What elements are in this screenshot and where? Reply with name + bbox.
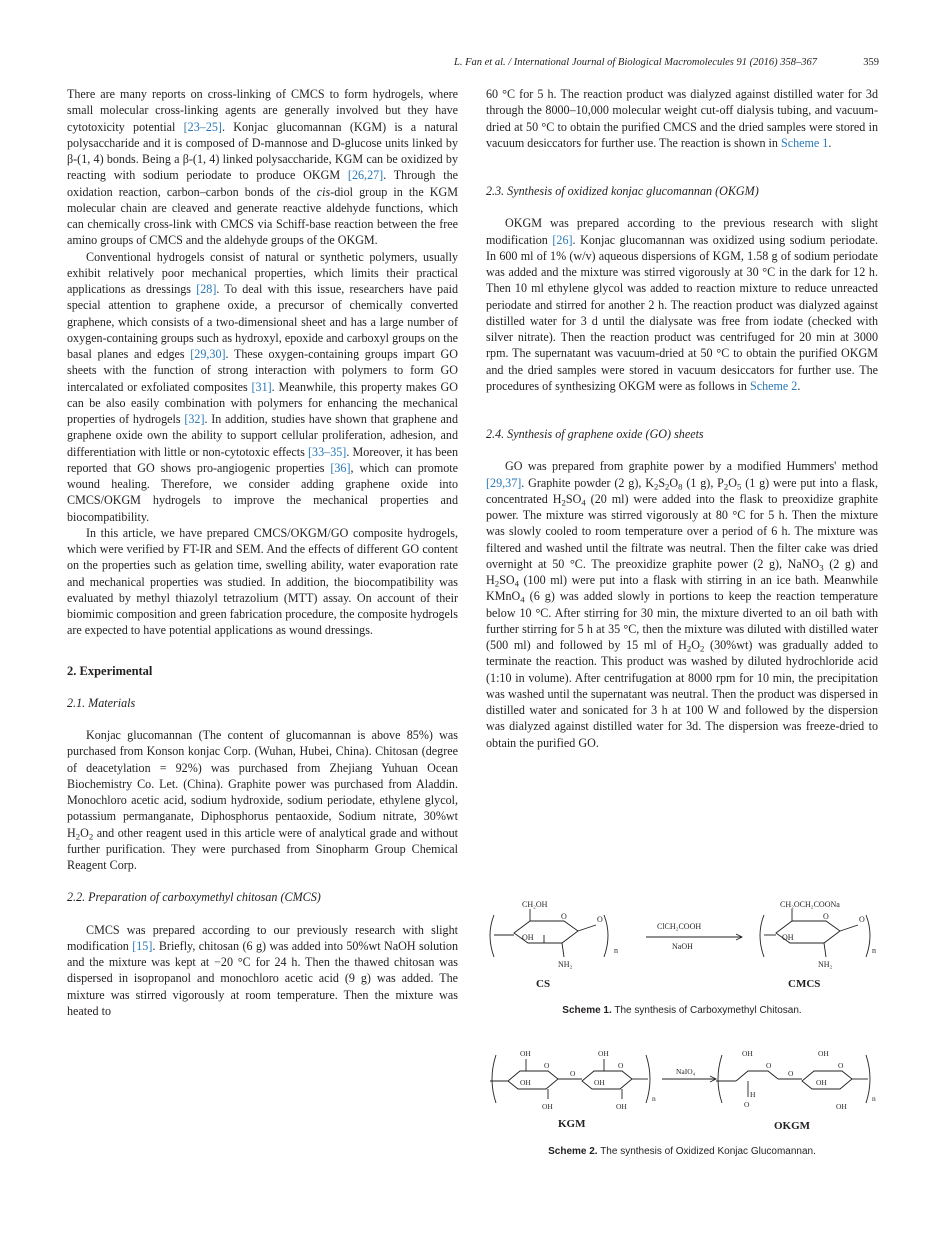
okgm-o-1: O xyxy=(766,1061,772,1070)
okgm-oh-1: OH xyxy=(742,1049,753,1058)
paragraph: In this article, we have prepared CMCS/OKGM/GO composite hydrogels, which were verified by FT-IR and SEM. And the effects of different GO content on the properties such as gelation time, swelling ability, water evaporation rate and mechanical properties was studied. In addition, the biocompatibility was evaluated by methyl thiazolyl tetrazolium (MTT) assay. On account of their biomimic composition and green fabrication procedure, the composite hydrogels are expected to have potential applications as wound dressings. xyxy=(67,525,458,638)
citation-link[interactable]: [26] xyxy=(552,232,573,247)
citation-link[interactable]: [15] xyxy=(132,938,153,953)
kgm-o-1: O xyxy=(544,1061,550,1070)
reagent-naio4: NaIO₄ xyxy=(676,1067,696,1076)
scheme-1-caption: Scheme 1. The synthesis of Carboxymethyl Chitosan. xyxy=(562,1005,802,1016)
cmcs-nh2-label: NH₂ xyxy=(818,960,833,969)
kgm-o-2: O xyxy=(570,1069,576,1078)
paragraph: 60 °C for 5 h. The reaction product was dialyzed against distilled water for 3d through the 8000–10,000 molecular weight cut-off dialysis tubing, and vacuum-dried at 50 °C to obtain the purified CMCS and the dried samples were stored in vacuum desiccators for further use. The reaction is shown in Scheme 1. xyxy=(486,87,878,150)
okgm-oh-2: OH xyxy=(818,1049,829,1058)
scheme-2-caption: Scheme 2. The synthesis of Oxidized Konjac Glucomannan. xyxy=(548,1146,816,1157)
page-header xyxy=(67,57,879,73)
citation-link[interactable]: [26,27] xyxy=(347,168,384,183)
citation-link[interactable]: [23–25] xyxy=(183,119,222,134)
subsection-heading: 2.1. Materials xyxy=(67,695,136,710)
citation-link[interactable]: [28] xyxy=(196,282,217,296)
cs-nh2-label: NH₂ xyxy=(558,960,573,969)
subsection-heading: 2.3. Synthesis of oxidized konjac glucomannan (OKGM) xyxy=(486,184,759,198)
cmcs-ring-o: O xyxy=(823,912,829,921)
cs-ch2oh-label: CH₂OH xyxy=(522,900,548,909)
paragraph: GO was prepared from graphite power by a modified Hummers' method [29,37]. Graphite powder (2 g), $K_2S_2O_8$ (1 g), $P_2O_5$ (1 g) were put into a flask, concentrated $H_2SO_4$ (20 ml) were added into the flask to preoxidize graphite power. The mixture was stirred vigorously at 80 °C for 5 h. Then the mixture was slowly cooled to room temperature over a period of 6 h. The mixture was filtered and washed until the filtrate was neutral. Then the filter cake was dried overnight at 50 °C. The preoxidize graphite power (2 g), NaNO$_3$ (2 g) and $H_2SO_4$ (100 ml) were put into a flask with stirring in an ice bath. Meanwhile KMnO$_4$ (6 g) was added slowly in portions to keep the reaction temperature below 10 °C. After stirring for 30 min, the mixture diverted to an oil bath with further stirring for 5 h at 35 °C, then the mixture was diluted with distilled water (500 ml) and followed by 15 ml of $H_2O_2$ (30%wt) was gradually added to terminate the reaction. This product was washed by diluted hydrochloride acid (1:10 in volume). After centrifugation at 8000 rpm for 10 min, the precipitation was washed until the supernatant was neutral. Then the product was dispersed in distilled water and sonicated for 3 h at 100 W and followed by the dispersion was dialyzed against distilled water for 3d. The dispersion was freeze-dried to obtain the purified GO. xyxy=(486,459,879,750)
left-column xyxy=(67,86,458,1019)
journal-citation: L. Fan et al. / International Journal of Biological Macromolecules 91 (2016) 358–367 xyxy=(454,57,817,68)
cmcs-n-label: n xyxy=(872,946,876,955)
okgm-label: OKGM xyxy=(774,1120,811,1132)
okgm-oh-3: OH xyxy=(816,1078,827,1087)
kgm-oh-3: OH xyxy=(520,1078,531,1087)
okgm-h: H xyxy=(750,1090,756,1099)
cs-label: CS xyxy=(536,978,551,990)
kgm-oh-6: OH xyxy=(616,1102,627,1111)
paragraph: Konjac glucomannan (The content of glucomannan is above 85%) was purchased from Konson konjac Corp. (Wuhan, Hubei, China). Chitosan (degree of deacetylation = 92%) was purchased from Zhejiang Yuhuan Ocean Biochemistry Co. Let. (China). Graphite power was purchased from Aladdin. Monochloro acetic acid, sodium hydroxide, sodium periodate, ethylene glycol, potassium permanganate, Diphosphorus pentaoxide, Sodium nitrate, 30%wt $H_2O_2$ and other reagent used in this article were of analytical grade and without further purification. They were purchased from Sinopharm Group Chemical Reagent Corp. xyxy=(67,728,458,872)
kgm-label: KGM xyxy=(558,1118,586,1130)
kgm-oh-1: OH xyxy=(520,1049,531,1058)
okgm-o-2: O xyxy=(788,1069,794,1078)
paragraph: CMCS was prepared according to our previously research with slight modification [15]. Briefly, chitosan (6 g) was added into 50%wt NaOH solution and the mixture was kept at −20 °C for 24 h. Then the thawed chitosan was dispersed in isopropanol and monochloro acetic acid (9 g) was added. The mixture was stirred vigorously at room temperature. Then the mixture was heated to xyxy=(67,922,458,1018)
paragraph: OKGM was prepared according to the previous research with slight modification [26]. Konjac glucomannan was oxidized using sodium periodate. In 600 ml of 1% (w/v) aqueous dispersions of KGM, 1.58 g of sodium periodate was added and the mixture was stirred vigorously at 30 °C in the dark for 12 h. Then 10 ml ethylene glycol was added to reaction mixture to reduce unreacted periodate and stirred for another 2 h. The reaction product was dialyzed against distilled water for 3 d until the dialysate was free from iodate (checked with silver nitrate). Then the reaction product was centrifuged for 20 min at 3000 rpm. The supernatant was vacuum-dried at 50 °C to obtain the purified OKGM and the dried samples were stored in vacuum desiccators for further use. The procedures of synthesizing OKGM were as follows in Scheme 2. xyxy=(486,216,878,393)
okgm-o-4: O xyxy=(744,1100,750,1109)
reagent-bottom: NaOH xyxy=(672,942,693,951)
subsection-heading: 2.2. Preparation of carboxymethyl chitosan (CMCS) xyxy=(67,890,321,905)
paragraph: Conventional hydrogels consist of natural or synthetic polymers, usually exhibit relatively poor mechanical properties, which limits their practical applications as dressings [28]. To deal with this issue, researchers have paid special attention to graphene oxide, a precursor of chemically converted graphene, which consists of a two-dimensional sheet and has a large number of oxygen-containing groups such as hydroxyl, epoxide and carboxyl groups on the basal planes and edges [29,30]. These oxygen-containing groups impart GO sheets with the function of strong interaction with polymers to form GO intercalated or exfoliated composites [31]. Meanwhile, this property makes GO can be also easily combination with polymers for enhancing the mechanical properties of hydrogels [32]. In addition, studies have shown that graphene and graphene oxide own the ability to support cellular proliferation, adhesion, and differentiation with little or non-cytotoxic effects [33–35]. Moreover, it has been reported that GO shows pro-angiogenic properties [36], which can promote wound healing. Therefore, we consider adding graphene oxide into CMCS/OKGM hydrogels to improve the mechanical properties and biocompatibility. xyxy=(67,249,459,524)
subsection-heading: 2.4. Synthesis of graphene oxide (GO) sheets xyxy=(486,427,704,441)
citation-link[interactable]: [29,37] xyxy=(486,475,522,490)
cmcs-oh-label: OH xyxy=(782,933,794,942)
kgm-oh-4: OH xyxy=(594,1078,605,1087)
citation-link[interactable]: [36] xyxy=(330,460,351,475)
citation-link[interactable]: [33–35] xyxy=(308,444,347,459)
scheme-link[interactable]: Scheme 1 xyxy=(780,135,829,150)
cs-ring-o: O xyxy=(561,912,567,921)
page-number: 359 xyxy=(863,57,879,68)
section-heading: 2. Experimental xyxy=(67,663,153,678)
citation-link[interactable]: [32] xyxy=(184,412,205,426)
kgm-n: n xyxy=(652,1094,656,1103)
right-column xyxy=(486,86,878,751)
cmcs-label: CMCS xyxy=(788,978,821,990)
cs-n-label: n xyxy=(614,946,618,955)
cmcs-sub-label: CH₂OCH₂COONa xyxy=(780,900,840,909)
cs-oh-label: OH xyxy=(522,933,534,942)
scheme-link[interactable]: Scheme 2 xyxy=(750,378,798,393)
okgm-n: n xyxy=(872,1094,876,1103)
kgm-o-3: O xyxy=(618,1061,624,1070)
kgm-oh-2: OH xyxy=(598,1049,609,1058)
citation-link[interactable]: [29,30] xyxy=(190,347,226,361)
cmcs-link-o: O xyxy=(859,915,865,924)
citation-link[interactable]: [31] xyxy=(251,379,272,394)
kgm-oh-5: OH xyxy=(542,1102,553,1111)
okgm-o-3: O xyxy=(838,1061,844,1070)
scheme-2-diagram xyxy=(486,1045,878,1137)
paragraph: There are many reports on cross-linking of CMCS to form hydrogels, where small molecular cross-linking agents are generally involved but they have cytotoxicity potential [23–25]. Konjac glucomannan (KGM) is a natural polysaccharide and it is composed of D-mannose and D-glucose units linked by β-(1, 4) bonds. Being a β-(1, 4) linked polysaccharide, KGM can be oxidized by reacting with sodium periodate to produce OKGM [26,27]. Through the oxidation reaction, carbon–carbon bonds of the cis-diol group in the KGM molecular chain are cleaved and generate reactive aldehyde functions, which can chemically cross-link with CMCS via Schiff-base reaction between the free amino groups of CMCS and the aldehyde groups of the OKGM. xyxy=(67,87,459,248)
reagent-top: ClCH₂COOH xyxy=(657,922,702,931)
okgm-oh-4: OH xyxy=(836,1102,847,1111)
cs-link-o: O xyxy=(597,915,603,924)
scheme-1-diagram xyxy=(486,895,878,995)
